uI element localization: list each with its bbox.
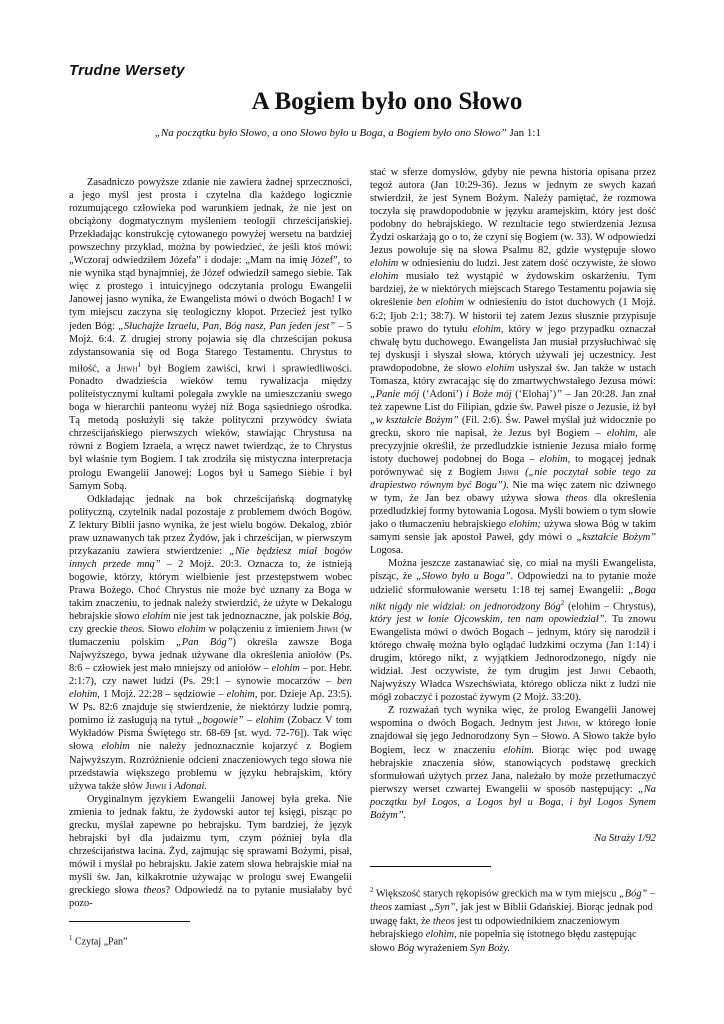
footnote-2: $^2$ Większość starych rękopisów greckich ma w tym miejscu „Bóg” – theos zamiast „Syn”, jak jest w Biblii Gdańskiej. Biorąc jednak pod uwagę fakt, że theos jest tu odpowiednikiem znaczeniowym hebrajskiego elohim, nie popełnia się istotnego błędu zastępując słowo Bóg wyrażeniem Syn Boży. (370, 886, 656, 954)
footnote-1: $^1$ Czytaj „Pan” (69, 934, 128, 948)
right-column (370, 166, 656, 845)
section-label: Trudne Wersety (69, 62, 185, 79)
left-column (69, 176, 352, 910)
footnote-divider (370, 866, 491, 867)
footnote-mark: 1 (137, 360, 142, 369)
article-title: A Bogiem było ono Słowo (251, 88, 523, 115)
paragraph: Oryginalnym językiem Ewangelii Janowej była greka. Nie zmienia to jednak faktu, że żydowski autor tej księgi, pisząc po grecku, myślał zapewne po hebrajsku. Tym bardziej, że język hebrajski był dla judaizmu tym, czym później była dla chrześcijaństwa łacina. Żyd, zajmując się sprawami Bożymi, pisał, mówił i myślał po hebrajsku. Jakie zatem słowa hebrajskie miał na myśli św. Jan, kilkakrotnie używając w prologu swej Ewangelii greckiego słowa theos? Odpowiedź na to pytanie musiałaby być pozo- (69, 793, 352, 910)
paragraph: Zasadniczo powyższe zdanie nie zawiera żadnej sprzeczności, a jego myśl jest prosta i czytelna dla każdego logicznie rozumującego człowieka pod warunkiem jednak, że nie jest on obciążony dogmatycznym myśleniem teologii chrześcijańskiej. Przekładając konstrukcję cytowanego powyżej wersetu na bardziej powszechny przykład, można by powiedzieć, że jeśli ktoś mówi: „Wczoraj odwiedziłem Józefa” i dodaje: „Mam na imię Józef”, to nie wynika stąd bynajmniej, że Józef odwiedził samego siebie. Tak więc z prostego i intuicyjnego odczytania prologu Ewangelii Janowej jasno wynika, że Ewangelista mówi o dwóch Bogach! I w tym miejscu zaczyna się teologiczny kłopot. Przecież jest tylko jeden Bóg: „Słuchajże Izraelu, Pan, Bóg nasz, Pan jeden jest” – 5 Mojż. 6:4. Z drugiej strony pojawia się dla chrześcijan pokusa zdystansowania się od Boga Starego Testamentu. Chrystus to miłość, a Jhwh$^1$ był Bogiem zawiści, krwi i sprawiedliwości. Ponadto dwadzieścia wieków temu rywalizacja między politeistycznymi kultami polegała zwykle na umieszczaniu swego boga w hierarchii panteonu wyżej niż Boga sąsiedniego ośrodka. Tą metodą posłużyli się także polityczni przywódcy świata chrześcijańskiego pierwszych wieków, stawiając Chrystusa na równi z Bogiem Izraela, a wręcz nawet twierdząc, że to Chrystus był właśnie tym Bogiem. I tak zrodziła się mistyczna interpretacja prologu Ewangelii Janowej: Logos był u Samego Siebie i był Samym Sobą. (69, 177, 352, 492)
motto-quote: „Na początku było Słowo, a ono Słowo było u Boga, a Bogiem było ono Słowo” (154, 127, 507, 139)
source-signature: Na Straży 1/92 (594, 832, 656, 844)
footnote-divider (69, 921, 190, 922)
footnote-mark: 2 (560, 598, 565, 607)
paragraph: Z rozważań tych wynika więc, że prolog Ewangelii Janowej wspomina o dwóch Bogach. Jednym jest Jhwh, w którego łonie znajdował się jego Jednorodzony Syn – Słowo. A Słowo także było Bogiem, lecz w znaczeniu elohim. Biorąc więc pod uwagę hebrajskie znaczenia słów, stanowiących podstawę greckich sformułowań użytych przez Jana, należało by może przetłumaczyć pierwszy werset czwartej Ewangelii w sposób następujący: „Na początku był Logos, a Logos był u Boga, i był Logos Synem Bożym”. (370, 705, 657, 821)
motto-reference: Jan 1:1 (506, 127, 541, 139)
paragraph: Można jeszcze zastanawiać się, co miał na myśli Ewangelista, pisząc, że „Słowo było u Boga”. Odpowiedzi na to pytanie może udzielić sformułowanie wersetu 1:18 tej samej Ewangelii: „Boga nikt nigdy nie widział: on jednorodzony Bóg$^2$ (elohim – Chrystus), który jest w łonie Ojcowskim, ten nam opowiedział”. Tu znowu Ewangelista mówi o dwóch Bogach – jednym, który się narodził i którego chwałę można było oglądać ludzkimi oczyma (Jan 1:14) i drugim, którego nikt, z wyjątkiem Jednorodzonego, nigdy nie widział. Jest oczywiste, że tym drugim jest Jhwh Cebaoth, Najwyższy Władca Wszechświata, którego oblicza nikt z ludzi nie mógł zobaczyć i pozostać żywym (2 Mojż. 33:20). (370, 558, 656, 704)
paragraph: Odkładając jednak na bok chrześcijańską dogmatykę polityczną, czytelnik nadal pozostaje z problemem dwóch Bogów. Z lektury Biblii jasno wynika, że jest wielu bogów. Dekalog, zbiór praw uznawanych tak przez Żydów, jak i chrześcijan, w pierwszym przykazaniu zawiera stwierdzenie: „Nie będziesz miał bogów innych przede mną” – 2 Mojż. 20:3. Oznacza to, że istnieją bogowie, którzy, którym wielbienie jest przestępstwem wobec Prawa Bożego. Choć Chrystus nie może być uznany za Boga w takim znaczeniu, to jednak należy stwierdzić, że użyte w Dekalogu hebrajskie słowo elohim nie jest tak jednoznaczne, jak polskie Bóg, czy greckie theos. Słowo elohim w połączeniu z imieniem Jhwh (w tłumaczeniu polskim „Pan Bóg”) określa zawsze Boga Najwyższego, bywa jednak używane dla określenia aniołów (Ps. 8:6 – człowiek jest mało mniejszy od aniołów – elohim – por. Hebr. 2:1:7), czy nawet ludzi (Ps. 29:1 – synowie mocarzów – ben elohim, 1 Mojż. 22:28 – sędziowie – elohim, por. Dzieje Ap. 23:5). W Ps. 82:6 znajduje się stwierdzenie, że niektórzy ludzie pomrą, pomimo iż zasługują na tytuł „bogowie” – elohim (Zobacz V tom Wykładów Pisma Świętego str. 68-69 [st. wyd. 72-76]). Tak więc słowa elohim nie należy jednoznacznie kojarzyć z Bogiem Najwyższym. Rozróżnienie odcieni znaczeniowych tego słowa nie przedstawia większego problemu w języku hebrajskim, który używa także słów Jhwh i Adonai. (69, 493, 353, 792)
motto (155, 127, 541, 139)
paragraph: stać w sferze domysłów, gdyby nie pewna historia opisana przez tegoż autora (Jan 10:29-36). Jezus w jednym ze swych kazań stwierdził, że jest Synem Bożym. Należy pamiętać, że rozmowa toczyła się prawdopodobnie w języku aramejskim, który jest dość podobny do hebrajskiego. W rezultacie tego stwierdzenia Jezusa Żydzi oskarżają go o to, że czyni się Bogiem (w. 33). W odpowiedzi Jezus powołuje się na słowa Psalmu 82, gdzie występuje słowo elohim w odniesieniu do ludzi. Jest zatem dość oczywiste, że słowo elohim musiało też wystąpić w żydowskim oskarżeniu. Tym bardziej, że w niektórych miejscach Starego Testamentu pojawia się określenie ben elohim w odniesieniu do istot duchowych (1 Mojż. 6:2; Ijob 2:1; 38:7). W historii tej zatem Jezus słusznie przypisuje sobie prawo do tytułu elohim, który w jego przypadku oznaczał chwałę bytu duchowego. Ewangelista Jan musiał przysłuchiwać się tej dyskusji i słyszał słowa, których używali jej uczestnicy. Jest prawdopodobne, że słowo elohim usłyszał św. Jan także w ustach Tomasza, który zwracając się do zmartwychwstałego Jezusa mówi: „Panie mój (‘Adoni’) i Boże mój (‘Elohaj’)” – Jan 20:28. Jan znał też zapewne List do Filipian, gdzie św. Paweł pisze o Jezusie, iż był „w kształcie Bożym” (Fil. 2:6). Św. Paweł myślał już widocznie po grecku, skoro nie napisał, że Jezus był Bogiem – elohim, ale precyzyjnie określił, że przedludzkie istnienie Jezusa miało formę istoty duchowej podobnej do Boga – elohim, to mogącej jednak porównywać się z Bogiem Jhwh („nie poczytał sobie tego za drapiestwo równym być Bogu”). Nie ma więc zatem nic dziwnego w tym, że Jan bez obawy używa słowa theos dla określenia przedludzkiej formy bytowania Logosa. Myśli bowiem o tym słowie jako o tłumaczeniu hebrajskiego elohim; używa słowa Bóg w takim samym sensie jak apostoł Paweł, gdy mówi o „kształcie Bożym” Logosa. (370, 167, 657, 557)
